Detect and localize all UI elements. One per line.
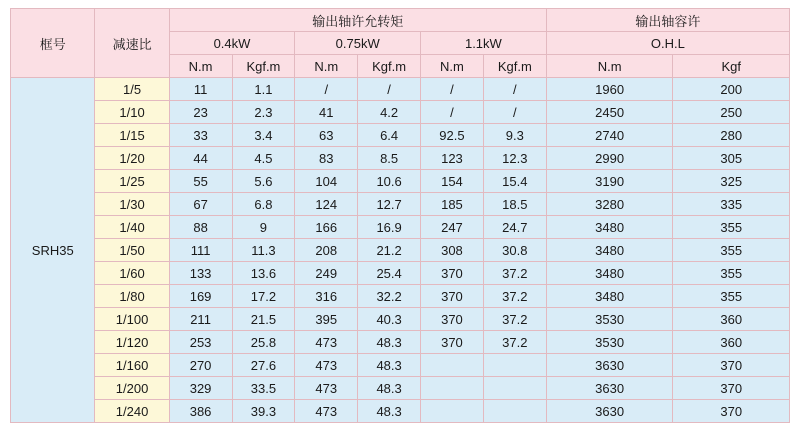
torque-11kw-nm-cell: / bbox=[421, 101, 484, 124]
table-row bbox=[11, 101, 790, 124]
torque-075kw-nm-cell: 63 bbox=[295, 124, 358, 147]
torque-04kw-nm-cell: 133 bbox=[169, 262, 232, 285]
torque-11kw-nm-cell bbox=[421, 400, 484, 423]
torque-04kw-kgfm-cell: 27.6 bbox=[232, 354, 295, 377]
torque-11kw-nm-cell: 92.5 bbox=[421, 124, 484, 147]
torque-075kw-nm-cell: 208 bbox=[295, 239, 358, 262]
torque-04kw-nm-cell: 111 bbox=[169, 239, 232, 262]
capacity-ohl-kgf-cell: 355 bbox=[673, 262, 790, 285]
header-unit-nm-11: N.m bbox=[421, 55, 484, 78]
torque-04kw-nm-cell: 33 bbox=[169, 124, 232, 147]
torque-075kw-nm-cell: 316 bbox=[295, 285, 358, 308]
header-power-075kw: 0.75kW bbox=[295, 32, 421, 55]
ratio-cell: 1/160 bbox=[95, 354, 169, 377]
header-frame-no: 框号 bbox=[11, 9, 95, 78]
capacity-ohl-nm-cell: 3280 bbox=[546, 193, 673, 216]
table-row bbox=[11, 400, 790, 423]
torque-075kw-kgfm-cell: 48.3 bbox=[358, 377, 421, 400]
table-row bbox=[11, 170, 790, 193]
header-ohl: O.H.L bbox=[546, 32, 789, 55]
header-unit-cap-kgf: Kgf bbox=[673, 55, 790, 78]
header-output-capacity-group: 输出轴容许 bbox=[546, 9, 789, 32]
torque-04kw-nm-cell: 44 bbox=[169, 147, 232, 170]
torque-04kw-kgfm-cell: 33.5 bbox=[232, 377, 295, 400]
torque-11kw-kgfm-cell: 37.2 bbox=[483, 262, 546, 285]
torque-075kw-kgfm-cell: 6.4 bbox=[358, 124, 421, 147]
capacity-ohl-kgf-cell: 370 bbox=[673, 400, 790, 423]
torque-11kw-kgfm-cell: / bbox=[483, 101, 546, 124]
torque-04kw-nm-cell: 329 bbox=[169, 377, 232, 400]
torque-11kw-nm-cell: 185 bbox=[421, 193, 484, 216]
torque-11kw-nm-cell: 123 bbox=[421, 147, 484, 170]
torque-11kw-nm-cell: / bbox=[421, 78, 484, 101]
torque-04kw-nm-cell: 55 bbox=[169, 170, 232, 193]
torque-11kw-nm-cell: 370 bbox=[421, 285, 484, 308]
torque-075kw-nm-cell: 395 bbox=[295, 308, 358, 331]
capacity-ohl-kgf-cell: 370 bbox=[673, 354, 790, 377]
torque-11kw-kgfm-cell: 37.2 bbox=[483, 285, 546, 308]
torque-075kw-nm-cell: / bbox=[295, 78, 358, 101]
capacity-ohl-nm-cell: 3480 bbox=[546, 285, 673, 308]
torque-11kw-nm-cell bbox=[421, 377, 484, 400]
ratio-cell: 1/40 bbox=[95, 216, 169, 239]
torque-11kw-kgfm-cell bbox=[483, 377, 546, 400]
torque-075kw-kgfm-cell: 4.2 bbox=[358, 101, 421, 124]
table-row bbox=[11, 124, 790, 147]
capacity-ohl-kgf-cell: 355 bbox=[673, 285, 790, 308]
torque-11kw-nm-cell: 370 bbox=[421, 331, 484, 354]
torque-11kw-kgfm-cell: 24.7 bbox=[483, 216, 546, 239]
torque-04kw-kgfm-cell: 5.6 bbox=[232, 170, 295, 193]
table-row bbox=[11, 354, 790, 377]
capacity-ohl-kgf-cell: 250 bbox=[673, 101, 790, 124]
torque-04kw-kgfm-cell: 4.5 bbox=[232, 147, 295, 170]
capacity-ohl-nm-cell: 3630 bbox=[546, 400, 673, 423]
torque-04kw-nm-cell: 169 bbox=[169, 285, 232, 308]
header-row-1 bbox=[11, 9, 790, 32]
capacity-ohl-kgf-cell: 200 bbox=[673, 78, 790, 101]
torque-11kw-nm-cell: 154 bbox=[421, 170, 484, 193]
capacity-ohl-kgf-cell: 280 bbox=[673, 124, 790, 147]
capacity-ohl-nm-cell: 3190 bbox=[546, 170, 673, 193]
header-ratio: 减速比 bbox=[95, 9, 169, 78]
torque-04kw-kgfm-cell: 17.2 bbox=[232, 285, 295, 308]
torque-04kw-kgfm-cell: 2.3 bbox=[232, 101, 295, 124]
capacity-ohl-nm-cell: 3480 bbox=[546, 262, 673, 285]
capacity-ohl-kgf-cell: 360 bbox=[673, 331, 790, 354]
ratio-cell: 1/15 bbox=[95, 124, 169, 147]
table-row bbox=[11, 262, 790, 285]
torque-11kw-kgfm-cell: / bbox=[483, 78, 546, 101]
torque-11kw-kgfm-cell: 9.3 bbox=[483, 124, 546, 147]
header-unit-nm-075: N.m bbox=[295, 55, 358, 78]
capacity-ohl-nm-cell: 2990 bbox=[546, 147, 673, 170]
table-row bbox=[11, 78, 790, 101]
ratio-cell: 1/100 bbox=[95, 308, 169, 331]
header-unit-kgfm-075: Kgf.m bbox=[358, 55, 421, 78]
torque-075kw-nm-cell: 473 bbox=[295, 354, 358, 377]
ratio-cell: 1/30 bbox=[95, 193, 169, 216]
capacity-ohl-kgf-cell: 325 bbox=[673, 170, 790, 193]
torque-075kw-kgfm-cell: 8.5 bbox=[358, 147, 421, 170]
torque-075kw-kgfm-cell: 16.9 bbox=[358, 216, 421, 239]
torque-04kw-nm-cell: 211 bbox=[169, 308, 232, 331]
torque-11kw-kgfm-cell: 37.2 bbox=[483, 308, 546, 331]
torque-075kw-nm-cell: 249 bbox=[295, 262, 358, 285]
capacity-ohl-kgf-cell: 335 bbox=[673, 193, 790, 216]
torque-04kw-nm-cell: 386 bbox=[169, 400, 232, 423]
capacity-ohl-nm-cell: 3530 bbox=[546, 308, 673, 331]
ratio-cell: 1/120 bbox=[95, 331, 169, 354]
torque-04kw-kgfm-cell: 1.1 bbox=[232, 78, 295, 101]
torque-075kw-kgfm-cell: 25.4 bbox=[358, 262, 421, 285]
torque-04kw-kgfm-cell: 39.3 bbox=[232, 400, 295, 423]
capacity-ohl-nm-cell: 2450 bbox=[546, 101, 673, 124]
torque-11kw-kgfm-cell: 37.2 bbox=[483, 331, 546, 354]
torque-11kw-nm-cell: 370 bbox=[421, 262, 484, 285]
capacity-ohl-kgf-cell: 305 bbox=[673, 147, 790, 170]
torque-11kw-nm-cell bbox=[421, 354, 484, 377]
gearbox-spec-table bbox=[10, 8, 790, 423]
torque-04kw-kgfm-cell: 13.6 bbox=[232, 262, 295, 285]
header-output-torque-group: 输出轴许允转矩 bbox=[169, 9, 546, 32]
torque-075kw-kgfm-cell: / bbox=[358, 78, 421, 101]
torque-04kw-kgfm-cell: 25.8 bbox=[232, 331, 295, 354]
torque-075kw-kgfm-cell: 48.3 bbox=[358, 354, 421, 377]
header-unit-nm-04: N.m bbox=[169, 55, 232, 78]
ratio-cell: 1/5 bbox=[95, 78, 169, 101]
capacity-ohl-nm-cell: 1960 bbox=[546, 78, 673, 101]
torque-075kw-nm-cell: 473 bbox=[295, 400, 358, 423]
table-body bbox=[11, 78, 790, 423]
header-unit-kgfm-11: Kgf.m bbox=[483, 55, 546, 78]
torque-075kw-nm-cell: 41 bbox=[295, 101, 358, 124]
torque-11kw-nm-cell: 308 bbox=[421, 239, 484, 262]
torque-075kw-nm-cell: 104 bbox=[295, 170, 358, 193]
ratio-cell: 1/50 bbox=[95, 239, 169, 262]
torque-11kw-nm-cell: 370 bbox=[421, 308, 484, 331]
torque-11kw-kgfm-cell: 12.3 bbox=[483, 147, 546, 170]
table-row bbox=[11, 308, 790, 331]
torque-04kw-kgfm-cell: 6.8 bbox=[232, 193, 295, 216]
torque-11kw-kgfm-cell bbox=[483, 400, 546, 423]
torque-075kw-nm-cell: 83 bbox=[295, 147, 358, 170]
capacity-ohl-nm-cell: 3630 bbox=[546, 377, 673, 400]
torque-075kw-kgfm-cell: 40.3 bbox=[358, 308, 421, 331]
torque-11kw-kgfm-cell: 18.5 bbox=[483, 193, 546, 216]
capacity-ohl-kgf-cell: 355 bbox=[673, 239, 790, 262]
header-unit-kgfm-04: Kgf.m bbox=[232, 55, 295, 78]
table-row bbox=[11, 239, 790, 262]
table-row bbox=[11, 377, 790, 400]
header-power-04kw: 0.4kW bbox=[169, 32, 295, 55]
torque-11kw-kgfm-cell: 15.4 bbox=[483, 170, 546, 193]
torque-075kw-nm-cell: 166 bbox=[295, 216, 358, 239]
table-row bbox=[11, 331, 790, 354]
capacity-ohl-kgf-cell: 360 bbox=[673, 308, 790, 331]
torque-075kw-nm-cell: 473 bbox=[295, 331, 358, 354]
capacity-ohl-kgf-cell: 355 bbox=[673, 216, 790, 239]
torque-04kw-kgfm-cell: 3.4 bbox=[232, 124, 295, 147]
ratio-cell: 1/80 bbox=[95, 285, 169, 308]
capacity-ohl-nm-cell: 3630 bbox=[546, 354, 673, 377]
torque-075kw-kgfm-cell: 48.3 bbox=[358, 331, 421, 354]
torque-075kw-nm-cell: 124 bbox=[295, 193, 358, 216]
table-row bbox=[11, 216, 790, 239]
table-header bbox=[11, 9, 790, 78]
torque-075kw-kgfm-cell: 48.3 bbox=[358, 400, 421, 423]
torque-04kw-kgfm-cell: 9 bbox=[232, 216, 295, 239]
torque-04kw-nm-cell: 88 bbox=[169, 216, 232, 239]
torque-075kw-kgfm-cell: 10.6 bbox=[358, 170, 421, 193]
table-row bbox=[11, 147, 790, 170]
torque-11kw-nm-cell: 247 bbox=[421, 216, 484, 239]
torque-075kw-kgfm-cell: 12.7 bbox=[358, 193, 421, 216]
torque-04kw-nm-cell: 11 bbox=[169, 78, 232, 101]
header-power-11kw: 1.1kW bbox=[421, 32, 547, 55]
ratio-cell: 1/20 bbox=[95, 147, 169, 170]
capacity-ohl-kgf-cell: 370 bbox=[673, 377, 790, 400]
ratio-cell: 1/10 bbox=[95, 101, 169, 124]
capacity-ohl-nm-cell: 3530 bbox=[546, 331, 673, 354]
torque-075kw-kgfm-cell: 21.2 bbox=[358, 239, 421, 262]
ratio-cell: 1/200 bbox=[95, 377, 169, 400]
torque-04kw-nm-cell: 253 bbox=[169, 331, 232, 354]
capacity-ohl-nm-cell: 3480 bbox=[546, 216, 673, 239]
capacity-ohl-nm-cell: 3480 bbox=[546, 239, 673, 262]
ratio-cell: 1/25 bbox=[95, 170, 169, 193]
header-unit-cap-nm: N.m bbox=[546, 55, 673, 78]
frame-no-cell: SRH35 bbox=[11, 78, 95, 423]
ratio-cell: 1/60 bbox=[95, 262, 169, 285]
torque-075kw-kgfm-cell: 32.2 bbox=[358, 285, 421, 308]
table-row bbox=[11, 285, 790, 308]
torque-04kw-nm-cell: 23 bbox=[169, 101, 232, 124]
table-row bbox=[11, 193, 790, 216]
torque-04kw-nm-cell: 67 bbox=[169, 193, 232, 216]
torque-075kw-nm-cell: 473 bbox=[295, 377, 358, 400]
torque-11kw-kgfm-cell bbox=[483, 354, 546, 377]
torque-04kw-nm-cell: 270 bbox=[169, 354, 232, 377]
torque-04kw-kgfm-cell: 11.3 bbox=[232, 239, 295, 262]
torque-04kw-kgfm-cell: 21.5 bbox=[232, 308, 295, 331]
capacity-ohl-nm-cell: 2740 bbox=[546, 124, 673, 147]
torque-11kw-kgfm-cell: 30.8 bbox=[483, 239, 546, 262]
ratio-cell: 1/240 bbox=[95, 400, 169, 423]
